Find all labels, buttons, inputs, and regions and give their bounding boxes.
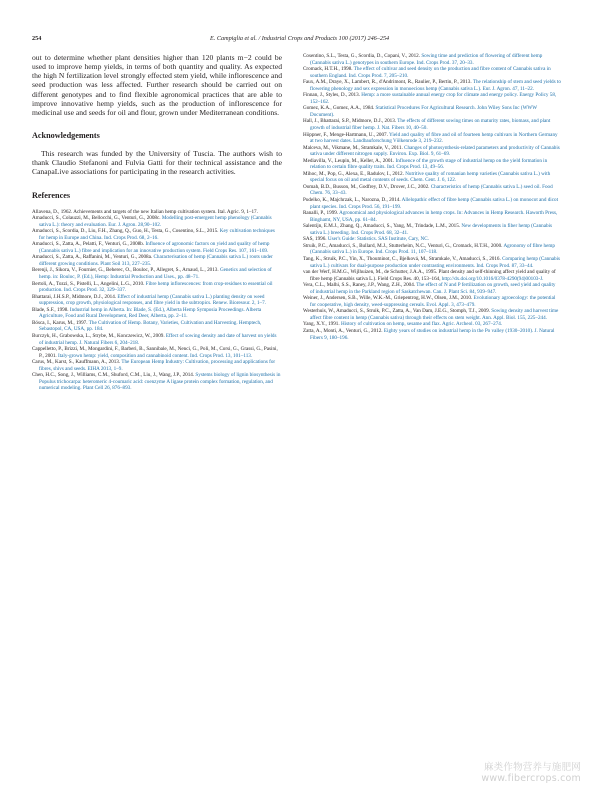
- reference-title-link[interactable]: Influence of agronomic factors on yield and quality of hemp (Cannabis sativa L.) fibre and implication for an innovative production system. Field Crops Res. 107, 161–169.: [39, 241, 270, 254]
- reference-authors: Amaducci, S., Colauzzi, M., Bellocchi, G., Venturi, G., 2008c.: [32, 215, 162, 222]
- reference-item: [303, 66, 561, 79]
- reference-item: [303, 158, 561, 171]
- reference-title-link[interactable]: Hemp: a more sustainable annual energy crop for climate and energy policy. Energy Policy 58, 152–162.: [310, 92, 557, 105]
- reference-item: [303, 105, 561, 118]
- reference-authors: Salentijn, E.M.J., Zhang, Q., Amaducci, S., Yang, M., Trindade, L.M., 2015.: [303, 223, 462, 230]
- reference-authors: Hall, J., Bhattarai, S.P., Midmore, D.J., 2013.: [303, 118, 398, 125]
- reference-item: [32, 359, 282, 372]
- reference-item: [303, 243, 561, 256]
- reference-authors: Gomez, K.A., Gomez, A.A., 1984.: [303, 105, 376, 112]
- reference-item: [32, 267, 282, 280]
- reference-authors: Finnan, J., Styles, D., 2013.: [303, 92, 362, 99]
- reference-title-link[interactable]: Characterisation of hemp (Cannabis sativa L.) roots under different growing conditions. Plant Soil 313, 227–235.: [39, 254, 273, 267]
- reference-title-link[interactable]: Characteristics of hemp (Cannabis sativa L.) seed oil. Food Chem. 76, 33–43.: [310, 183, 553, 197]
- reference-title-link[interactable]: The effect of N and P fertilization on growth, seed yield and quality of industrial hemp in the Parkland region of Saskatchewan. Can. J. Plant Sci. 84, 939–947.: [310, 282, 556, 295]
- reference-title-link[interactable]: The Cultivation of Hemp. Botany, Varieties, Cultivation and Harvesting. Hemptech, Sebastopol, CA, USA, pp. 184.: [39, 319, 262, 333]
- reference-list-right: [303, 53, 561, 341]
- conclusion-paragraph: out to determine whether plant densities higher than 120 plants m−2 could be used to improve hemp yields, in terms of both quantity and quality. As expected the high N fertilization level strongly effected stem yield, while inflorescence and seed production was less affected. Further research should be carried out on different genotypes and to find flexible agronomical practices that are able to improve innovative hemp yields, such as the production of inflorescence for medicinal use and seeds for oil and flour, grown under Mediterranean conditions.: [32, 53, 282, 117]
- acknowledgements-heading: Acknowledgements: [32, 131, 100, 141]
- reference-title-link[interactable]: Systems biology of lignin biosynthesis in Populus trichocarpa: heteromeric 4-coumaric acid: coenzyme A ligase protein complex formation, regulation, and numerical modeling. Plant Cell 26, 876–893.: [39, 372, 281, 392]
- reference-item: [303, 171, 561, 184]
- reference-authors: Zatta, A., Monti, A., Venturi, G., 2012.: [303, 327, 384, 334]
- reference-authors: Berenji, J., Sikora, V., Fournier, G., Beherec, O., Bouloc, P., Allegret, S., Arnaud, L., 2013.: [32, 267, 220, 274]
- reference-authors: Tang, K., Struik, P.C., Yin, X., Thouminot, C., Bjelková, M., Stramkale, V., Amaducci, S., 2016.: [303, 255, 503, 262]
- reference-item: [32, 254, 282, 267]
- reference-title-link[interactable]: The European Hemp Industry: Cultivation, processing and applications for fibres, shivs and seeds. EIHA 2013, 1–9.: [39, 359, 276, 372]
- reference-item: [303, 79, 561, 92]
- reference-item: [32, 241, 282, 254]
- reference-authors: Allavena, D., 1962. Achievements and targets of the new Italian hemp cultivation system. Ital. Agric. 9, 1–17.: [32, 208, 258, 215]
- reference-authors: Mihoc, M., Pop, G., Alexa, E., Radulov, I., 2012.: [303, 170, 406, 177]
- reference-title-link[interactable]: Effect of industrial hemp (Cannabis sativa L.) planting density on weed suppression, crop growth, physiological responses, and fibre yield in the subtropics. Renew. Bioresour. 2, 1–7.: [39, 293, 266, 307]
- journal-reference: E. Campiglia et al. / Industrial Crops and Products 100 (2017) 246–254: [210, 35, 390, 42]
- reference-title-link[interactable]: User's Guide: Statistics. SAS Institute, Cary, NC.: [327, 236, 429, 243]
- left-column: [32, 53, 282, 392]
- reference-item: [32, 281, 282, 294]
- reference-title-link[interactable]: Sowing density and harvest time affect fibre content in hemp (Cannabis sativa) through their effects on stem weight. Ann. Appl. Biol. 155, 225–244.: [310, 308, 559, 321]
- reference-authors: Vera, C.L., Malhi, S.S., Raney, J.P., Wang, Z.H., 2004.: [303, 282, 417, 289]
- reference-title-link[interactable]: Agronomical and physiological advances in hemp crops. In: Advances in Hemp Research. Haworth Press, Binghamt, NY, USA, pp. 61–84.: [310, 210, 558, 223]
- reference-authors: Cappelletto, P., Brizzi, M., Mongardini, F., Barberi, B., Sannibale, M., Nenci, G., Poli, M., Corsi, G., Grassi, G., Pasini, P., 2001.: [32, 346, 278, 359]
- reference-authors: Cosentino, S.L., Testa, G., Scordia, D., Copani, V., 2012.: [303, 53, 422, 59]
- reference-item: [32, 372, 282, 392]
- reference-item: [303, 132, 561, 145]
- reference-authors: Mediavilla, V., Leupin, M., Keller, A., 2001.: [303, 157, 396, 164]
- reference-authors: Pudelko, K., Majchrzak, L., Narozna, D., 2014.: [303, 197, 402, 204]
- running-header: [32, 35, 562, 44]
- references-heading: References: [32, 190, 71, 200]
- reference-item: [303, 269, 561, 282]
- reference-title-link[interactable]: The relationship of stem and seed yields to flowering phenology and sex expression in monoecious hemp (Cannabis sativa L.). Eur. J. Agron. 47, 11–22.: [310, 79, 561, 92]
- reference-title-link[interactable]: Effect of sowing density and date of harvest on yields of industrial hemp. J. Natural Fibers 6, 204–218.: [39, 332, 277, 346]
- reference-title-link[interactable]: Italy-grown hemp: yield, composition and cannabinoid content. Ind. Crops Prod. 13, 101–113.: [58, 352, 253, 359]
- reference-item: [303, 223, 561, 236]
- reference-authors: Westerhuis, W., Amaducci, S., Struik, P.C., Zatta, A., Van Dam, J.E.G., Stomph, T.J., 2009.: [303, 308, 492, 315]
- reference-list-left: [32, 209, 282, 392]
- reference-authors: Faux, A.M., Draye, X., Lambert, R., d'Andrimont, R., Raulier, P., Bertin, P., 2013.: [303, 79, 473, 86]
- reference-authors: Bertoli, A., Tozzi, S., Pistelli, L., Angelini, L.G., 2010.: [32, 280, 146, 287]
- reference-item: [32, 228, 282, 241]
- reference-authors: Chen, H.C., Song, J., Williams, C.M., Shuford, C.M., Liu, J., Wang, J.P., 2014.: [32, 372, 196, 379]
- reference-item: [303, 328, 561, 341]
- reference-item: [32, 307, 282, 320]
- reference-title-link[interactable]: Fibre hemp inflorescences: from crop-residues to essential oil production. Ind. Crops Prod. 32, 329–337.: [39, 280, 273, 294]
- watermark-line-2: www.fibercrops.com: [481, 773, 581, 784]
- reference-title-link[interactable]: Eighty years of studies on industrial hemp in the Po valley (1930–2010). J. Natural Fibers 9, 180–196.: [310, 327, 555, 341]
- reference-item: [303, 145, 561, 158]
- reference-authors: Bhattarai, J.H.S.P., Midmore, D.J., 2014.: [32, 293, 118, 300]
- reference-authors: Amaducci, S., Zatta, A., Raffanini, M., Venturi, G., 2008a.: [32, 254, 154, 261]
- reference-title-link[interactable]: Influence of the growth stage of industrial hemp on the yield formation in relation to certain fibre quality traits. Ind. Crops Prod. 13, 49–56.: [310, 157, 548, 171]
- reference-authors: Carus, M., Karst, S., Kauffmann, A., 2013.: [32, 359, 122, 366]
- reference-authors: Malceva, M., Vikmane, M., Stramkale, V., 2011.: [303, 144, 405, 151]
- reference-item: [32, 346, 282, 359]
- reference-authors: Cromack, H.T.H., 1998.: [303, 66, 354, 73]
- reference-item: [303, 184, 561, 197]
- reference-authors: Burczyk, H., Grabowska, L., Strybe, M., Konczewicz, W., 2009.: [32, 332, 166, 339]
- reference-item: [303, 92, 561, 105]
- page-number: 254: [32, 35, 42, 42]
- reference-item: [303, 53, 561, 66]
- reference-title-link[interactable]: Yield and quality of fibre and oil of fourteen hemp cultivars in Northern Germany at two harvest dates. Landbauforschung Völkenrode 3, 219–232.: [310, 131, 558, 145]
- reference-title-link[interactable]: Genetics and selection of hemp. in: Bouloc, P. (Ed.), Hemp: Industrial Production and Uses., pp. 48–71.: [39, 267, 272, 281]
- reference-item: [32, 294, 282, 307]
- reference-item: [303, 256, 561, 269]
- reference-title-link[interactable]: History of cultivation on hemp, sesame and flax. Agric. Archeol. 03, 267–274.: [340, 321, 503, 328]
- reference-authors: Amaducci, S., Zatta, A., Pelatti, F., Venturi, G., 2008b.: [32, 241, 146, 248]
- reference-title-link[interactable]: Statistical Procedures For Agricultural Research. John Wiley Sons Inc (WWW Document).: [310, 105, 538, 118]
- reference-title-link[interactable]: Industrial hemp in Alberta. In: Blade, S. (Ed.), Alberta Hemp Symposia Proceedings. Alberta Agriculture, Food and Rural Development, Red Deer, Alberta, pp. 2–11.: [39, 306, 262, 320]
- reference-item: [303, 308, 561, 321]
- reference-item: [303, 197, 561, 210]
- reference-authors: SAS, 1996.: [303, 236, 328, 243]
- reference-title-link[interactable]: Key cultivation techniques for hemp in Europe and China. Ind. Crops Prod. 68, 2–16.: [39, 228, 275, 241]
- reference-title-link[interactable]: Modelling post-emergent hemp phenology (Cannabis sativa L.): theory and evaluation. Eur. J. Agron. 28,90–102.: [39, 215, 272, 228]
- reference-item: [32, 320, 282, 333]
- reference-authors: Weiner, J., Andersen, S.B., Wille, W.K.-M., Griepentrog, H.W., Olsen, J.M., 2010.: [303, 295, 474, 302]
- reference-item: [32, 333, 282, 346]
- reference-authors: Oomah, B.D., Busson, M., Godfrey, D.V., Drover, J.C., 2002.: [303, 183, 431, 190]
- reference-title-link[interactable]: The effect of cultivar and seed density on the production and fibre content of Cannabis sativa in southern England. Ind. Crops Prod. 7, 205–210.: [310, 66, 551, 79]
- reference-title-link[interactable]: http://dx.doi.org/10.1016/0378-4290(94)00103-J.: [441, 275, 544, 282]
- reference-title-link[interactable]: Comparing hemp (Cannabis sativa L.) cultivars for dual-purpose production under contrasting environments. Ind. Crops Prod. 87, 33–44.: [310, 255, 561, 269]
- reference-item: [303, 282, 561, 295]
- reference-authors: Bósca, I., Karus, M., 1997.: [32, 319, 89, 326]
- reference-authors: Struik, P.C., Amaducci, S., Bullard, M.J., Stutterheim, N.C., Venturi, G., Cromack, H.T.H., 2000.: [303, 242, 504, 249]
- watermark-line-1: 麻类作物营养与施肥网: [483, 762, 581, 773]
- site-watermark: [481, 762, 581, 784]
- acknowledgements-text: This research was funded by the University of Tuscia. The authors wish to thank Claudio Stefanoni and Fulvia Gatti for their technical assistance and the CanapaLive associations for participating in the research activities.: [32, 149, 282, 177]
- reference-title-link[interactable]: Sowing time and prediction of flowering of different hemp (Cannabis sativa L.) genotypes in southern Europe. Ind. Crops Prod. 37, 20–33.: [310, 53, 543, 66]
- reference-title-link[interactable]: Changes of photosynthesis-related parameters and productivity of Cannabis sativa under different nitrogen supply. Environ. Exp. Biol. 9, 61–69.: [310, 144, 560, 158]
- reference-authors: Yang, X.Y., 1991.: [303, 321, 341, 328]
- reference-item: [32, 215, 282, 228]
- reference-title-link[interactable]: Allelopathic effect of fibre hemp (Cannabis sativa L.) on monocot and dicot plant species. Ind. Crops Prod. 56, 191–199.: [310, 197, 559, 210]
- reference-authors: Blade, S.F., 1998.: [32, 306, 70, 313]
- reference-item: [303, 210, 561, 223]
- reference-authors: Ranalli, P., 1999.: [303, 210, 340, 217]
- reference-item: [303, 295, 561, 308]
- right-column: [303, 53, 561, 341]
- reference-authors: Amaducci, S., Scordia, D., Liu, F.H., Zhang, Q., Guo, H., Testa, G., Cosentino, S.L., 2015.: [32, 228, 220, 235]
- reference-title-link[interactable]: Agronomy of fibre hemp (Cannabis sativa L.) in Europe. Ind. Crops Prod. 11, 107–118.: [310, 242, 555, 256]
- reference-title-link[interactable]: Nutritive quality of romanian hemp varieties (Cannabis sativa L.) with special focus on oil and metal contents of seeds. Chem. Cent. J. 6, 122.: [310, 170, 551, 184]
- reference-title-link[interactable]: The effects of different sowing times on maturity rates, biomass, and plant growth of industrial fiber hemp. J. Nat. Fibers 10, 40–50.: [310, 118, 551, 132]
- reference-authors: Höppner, F., Menge-Hartmann, U., 2007.: [303, 131, 389, 138]
- reference-item: [303, 118, 561, 131]
- reference-title-link[interactable]: Evolutionary agroecology: the potential for cooperative, high density, weed-suppressing cereals. Evol. Appl. 3, 473–479.: [310, 295, 556, 308]
- reference-title-link[interactable]: New developments in fiber hemp (Cannabis sativa L.) breeding. Ind. Crops Prod. 68, 32–41.: [310, 223, 553, 236]
- reference-authors: van der Werf, H.M.G., Wijlhuizen, M., de Schutter, J.A.A., 1995. Plant density and self-thinning affect yield and quality of fibre hemp (Cannabis sativa L.). Field Crops Res. 40, 153–164,: [303, 269, 556, 282]
